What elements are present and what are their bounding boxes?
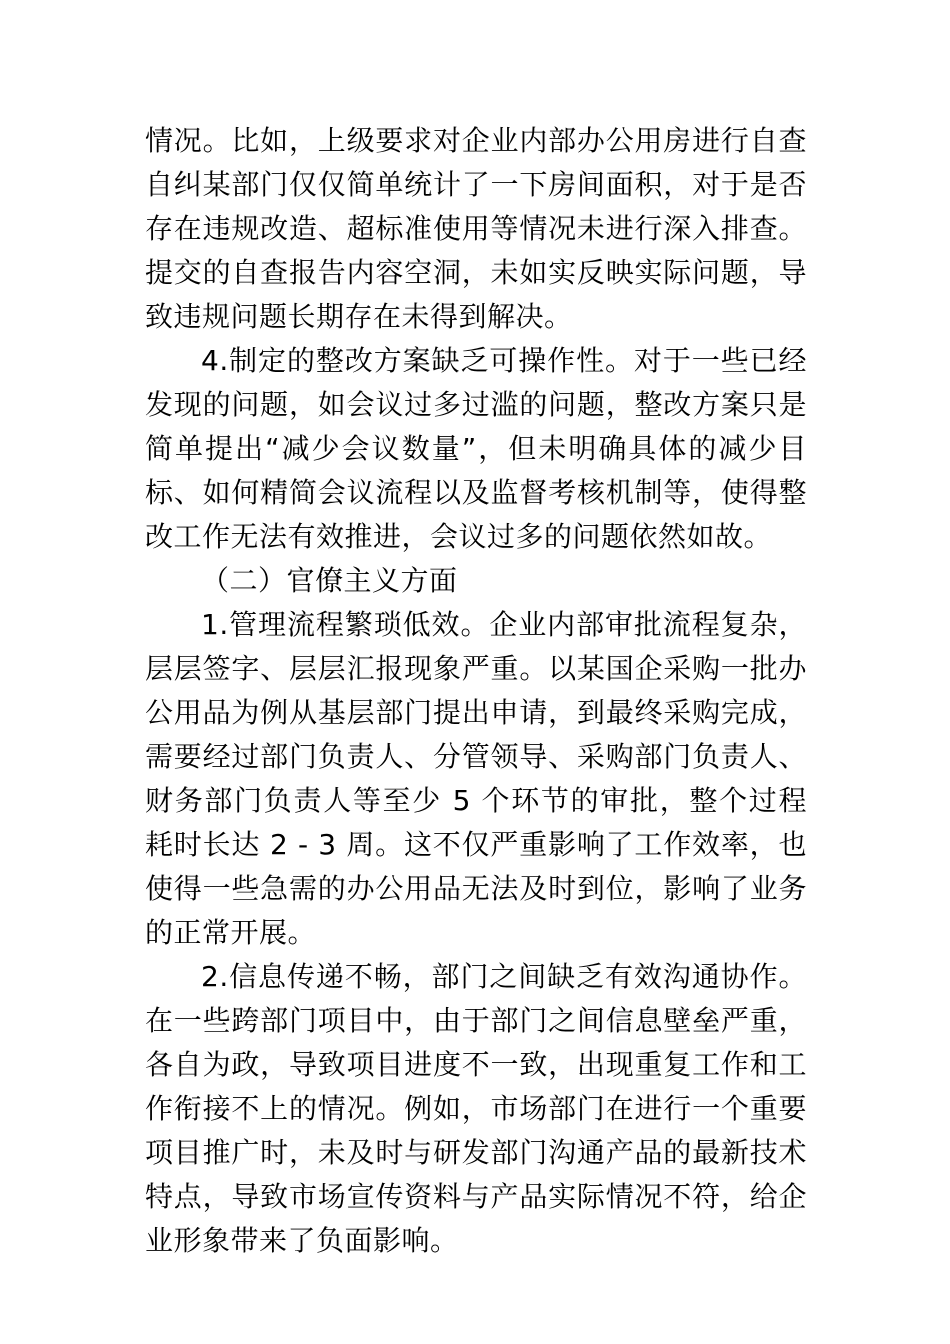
body-paragraph: 2.信息传递不畅，部门之间缺乏有效沟通协作。在一些跨部门项目中，由于部门之间信息壁垒严重，各自为政，导致项目进度不一致，出现重复工作和工作衔接不上的情况。例如，市场部门在进行一个重要项目推广时，未及时与研发部门沟通产品的最新技术特点，导致市场宣传资料与产品实际情况不符，给企业形象带来了负面影响。 xyxy=(145,960,807,1257)
body-paragraph: 情况。比如，上级要求对企业内部办公用房进行自查自纠某部门仅仅简单统计了一下房间面积，对于是否存在违规改造、超标准使用等情况未进行深入排查。提交的自查报告内容空洞，未如实反映实际问题，导致违规问题长期存在未得到解决。 xyxy=(145,124,807,333)
body-paragraph: 4.制定的整改方案缺乏可操作性。对于一些已经发现的问题，如会议过多过滥的问题，整改方案只是简单提出“减少会议数量”，但未明确具体的减少目标、如何精简会议流程以及监督考核机制等，使得整改工作无法有效推进，会议过多的问题依然如故。 xyxy=(145,344,807,553)
section-heading: （二）官僚主义方面 xyxy=(201,564,458,597)
body-paragraph: 1.管理流程繁琐低效。企业内部审批流程复杂，层层签字、层层汇报现象严重。以某国企采购一批办公用品为例从基层部门提出申请，到最终采购完成，需要经过部门负责人、分管领导、采购部门负责人、财务部门负责人等至少 5 个环节的审批，整个过程耗时长达 2 - 3 周。这不仅严重影响了工作效率，也使得一些急需的办公用品无法及时到位，影响了业务的正常开展。 xyxy=(145,608,807,949)
document-text-block xyxy=(145,119,807,1263)
